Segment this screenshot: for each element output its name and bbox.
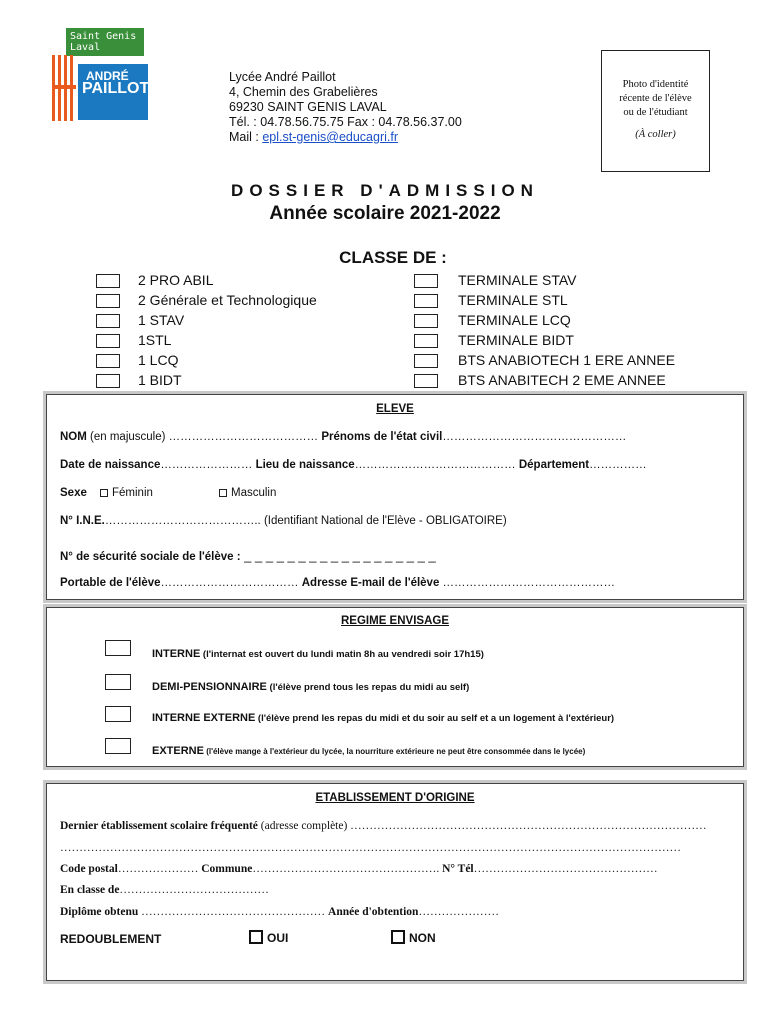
- school-city: 69230 SAINT GENIS LAVAL: [229, 100, 387, 114]
- photo-line-1: Photo d'identité: [622, 79, 689, 90]
- dernier-etablissement-line: [60, 820, 707, 832]
- class-option[interactable]: [414, 310, 734, 330]
- class-checkbox[interactable]: [414, 314, 438, 328]
- logo-box: [78, 64, 148, 120]
- annee-obtention-field[interactable]: …………………: [418, 906, 499, 918]
- regime-desc: (l'élève prend tous les repas du midi au self): [266, 682, 470, 693]
- origine-panel: [46, 783, 744, 981]
- nom-hint[interactable]: (en majuscule) …………………………………: [86, 431, 322, 443]
- prenoms-label: Prénoms de l'état civil: [321, 431, 443, 443]
- address-dots-line[interactable]: ………………………………………………………………………………………………………………………………………………: [60, 842, 681, 854]
- secu-line: [60, 548, 436, 563]
- masculin-option[interactable]: [219, 487, 276, 499]
- regime-checkbox-interne[interactable]: [105, 640, 131, 656]
- naissance-line: [60, 459, 647, 471]
- class-label: 1STL: [138, 332, 172, 348]
- dernier-etablissement-field[interactable]: (adresse complète) …………………………………………………………………………………: [257, 820, 707, 832]
- mail-label: Mail :: [229, 130, 263, 144]
- class-label: BTS ANABITECH 2 EME ANNEE: [458, 372, 666, 388]
- regime-option-interne: [152, 648, 484, 660]
- prenoms-field[interactable]: …………………………………………: [442, 431, 627, 443]
- feminin-checkbox[interactable]: [100, 489, 108, 497]
- document-title: DOSSIER D'ADMISSION: [231, 181, 539, 200]
- regime-desc: (l'élève mange à l'extérieur du lycée, la nourriture extérieure ne peut être consommée dans le lycée): [203, 747, 586, 756]
- logo-top-text: Saint Genis Laval: [70, 31, 137, 53]
- lieu-label: Lieu de naissance: [255, 459, 355, 471]
- class-checkbox[interactable]: [96, 274, 120, 288]
- logo-top-banner: [66, 28, 144, 56]
- class-checkbox[interactable]: [414, 354, 438, 368]
- class-option[interactable]: [96, 290, 396, 310]
- masculin-label: Masculin: [231, 487, 277, 499]
- class-label: TERMINALE STL: [458, 292, 568, 308]
- class-label: TERMINALE STAV: [458, 272, 577, 288]
- naissance-label: Date de naissance: [60, 459, 161, 471]
- class-option[interactable]: [414, 330, 734, 350]
- regime-panel: [46, 607, 744, 767]
- oui-label: OUI: [267, 931, 289, 945]
- class-checkbox[interactable]: [414, 274, 438, 288]
- en-classe-field[interactable]: …………………………………: [119, 884, 269, 896]
- ine-label: N° I.N.E.: [60, 515, 105, 527]
- tel-label: N° Tél: [442, 863, 474, 875]
- class-checkbox[interactable]: [96, 334, 120, 348]
- portable-label: Portable de l'élève: [60, 577, 161, 589]
- email-field[interactable]: ………………………………………: [439, 577, 616, 589]
- school-phone-fax: Tél. : 04.78.56.75.75 Fax : 04.78.56.37.00: [229, 115, 462, 129]
- class-checkbox[interactable]: [414, 374, 438, 388]
- non-checkbox[interactable]: [391, 930, 405, 944]
- photo-placeholder: [601, 50, 710, 172]
- lieu-field[interactable]: ……………………………………: [354, 459, 519, 471]
- diplome-line: [60, 906, 499, 918]
- diplome-field[interactable]: …………………………………………: [138, 906, 329, 918]
- nom-label: NOM: [60, 431, 87, 443]
- regime-label: EXTERNE: [152, 745, 204, 757]
- tel-field[interactable]: …………………………………………: [473, 863, 658, 875]
- eleve-title: ELEVE: [376, 403, 414, 415]
- class-checkbox[interactable]: [96, 314, 120, 328]
- redoublement-label: REDOUBLEMENT: [60, 932, 162, 946]
- departement-field[interactable]: ……………: [589, 459, 647, 471]
- class-option[interactable]: [414, 350, 734, 370]
- code-postal-line: [60, 863, 658, 875]
- secu-field[interactable]: _ _ _ _ _ _ _ _ _ _ _ _ _ _ _ _ _ _: [240, 548, 436, 563]
- en-classe-line: [60, 884, 269, 896]
- class-label: BTS ANABIOTECH 1 ERE ANNEE: [458, 352, 676, 368]
- mail-link[interactable]: epl.st-genis@educagri.fr: [262, 130, 399, 144]
- regime-option-demi-pensionnaire: [152, 681, 469, 693]
- secu-label: N° de sécurité sociale de l'élève :: [60, 551, 241, 563]
- diplome-label: Diplôme obtenu: [60, 906, 139, 918]
- class-option[interactable]: [96, 310, 396, 330]
- class-option[interactable]: [414, 270, 734, 290]
- class-checkbox[interactable]: [414, 294, 438, 308]
- regime-title: REGIME ENVISAGE: [341, 615, 449, 627]
- redoublement-non-option[interactable]: [391, 930, 436, 945]
- logo-line-1: ANDRÉ: [86, 69, 129, 83]
- regime-checkbox-externe[interactable]: [105, 738, 131, 754]
- class-option[interactable]: [414, 370, 734, 390]
- class-checkbox[interactable]: [96, 354, 120, 368]
- school-mail-line: [229, 130, 462, 145]
- class-checkbox[interactable]: [414, 334, 438, 348]
- regime-checkbox-interne-externe[interactable]: [105, 706, 131, 722]
- commune-label: Commune: [201, 863, 253, 875]
- logo-line-2: PAILLOT: [82, 80, 150, 97]
- ine-field[interactable]: ………………………………….. (Identifiant National de l'Elève - OBLIGATOIRE): [104, 515, 507, 527]
- nom-line: [60, 431, 626, 443]
- class-label: TERMINALE LCQ: [458, 312, 571, 328]
- class-label: TERMINALE BIDT: [458, 332, 574, 348]
- portable-line: [60, 577, 615, 589]
- class-option[interactable]: [96, 330, 396, 350]
- sexe-label: Sexe: [60, 487, 87, 499]
- photo-line-4: (À coller): [635, 129, 676, 140]
- class-label: 1 STAV: [138, 312, 185, 328]
- departement-label: Département: [518, 459, 590, 471]
- portable-field[interactable]: ………………………………: [160, 577, 302, 589]
- regime-checkbox-demi-pensionnaire[interactable]: [105, 674, 131, 690]
- school-address: [229, 70, 462, 145]
- regime-option-interne-externe: [152, 712, 614, 724]
- dernier-etablissement-label: Dernier établissement scolaire fréquenté: [60, 820, 258, 832]
- non-label: NON: [409, 931, 436, 945]
- classe-heading: CLASSE DE :: [339, 248, 447, 267]
- feminin-option[interactable]: [100, 487, 153, 499]
- photo-line-2: récente de l'élève: [619, 93, 692, 104]
- naissance-field[interactable]: ……………………: [160, 459, 256, 471]
- code-postal-field[interactable]: …………………: [117, 863, 202, 875]
- class-option[interactable]: [414, 290, 734, 310]
- regime-option-externe: [152, 745, 585, 757]
- class-checkbox[interactable]: [96, 294, 120, 308]
- school-year: Année scolaire 2021-2022: [269, 203, 501, 224]
- sexe-line: [60, 487, 87, 499]
- en-classe-label: En classe de: [60, 884, 120, 896]
- annee-obtention-label: Année d'obtention: [328, 906, 419, 918]
- class-label: 2 Générale et Technologique: [138, 292, 317, 308]
- class-label: 1 BIDT: [138, 372, 182, 388]
- email-label: Adresse E-mail de l'élève: [301, 577, 440, 589]
- school-name: Lycée André Paillot: [229, 70, 336, 84]
- feminin-label: Féminin: [112, 487, 153, 499]
- regime-label: DEMI-PENSIONNAIRE: [152, 681, 267, 693]
- regime-label: INTERNE EXTERNE: [152, 712, 256, 724]
- class-option[interactable]: [96, 350, 396, 370]
- commune-field[interactable]: ………………………………………….: [252, 863, 443, 875]
- class-label: 1 LCQ: [138, 352, 179, 368]
- origine-title: ETABLISSEMENT D'ORIGINE: [315, 792, 475, 804]
- regime-desc: (l'élève prend les repas du midi et du soir au self et a un logement à l'extérieur): [255, 713, 615, 724]
- class-label: 2 PRO ABIL: [138, 272, 214, 288]
- class-option[interactable]: [96, 270, 396, 290]
- oui-checkbox[interactable]: [249, 930, 263, 944]
- regime-desc: (l'internat est ouvert du lundi matin 8h au vendredi soir 17h15): [200, 649, 484, 660]
- code-postal-label: Code postal: [60, 863, 118, 875]
- photo-line-3: ou de l'étudiant: [623, 107, 688, 118]
- school-street: 4, Chemin des Grabelières: [229, 85, 378, 99]
- eleve-panel: [46, 394, 744, 600]
- ine-line: [60, 515, 507, 527]
- masculin-checkbox[interactable]: [219, 489, 227, 497]
- class-option[interactable]: [96, 370, 396, 390]
- regime-label: INTERNE: [152, 648, 201, 660]
- redoublement-oui-option[interactable]: [249, 930, 288, 945]
- class-checkbox[interactable]: [96, 374, 120, 388]
